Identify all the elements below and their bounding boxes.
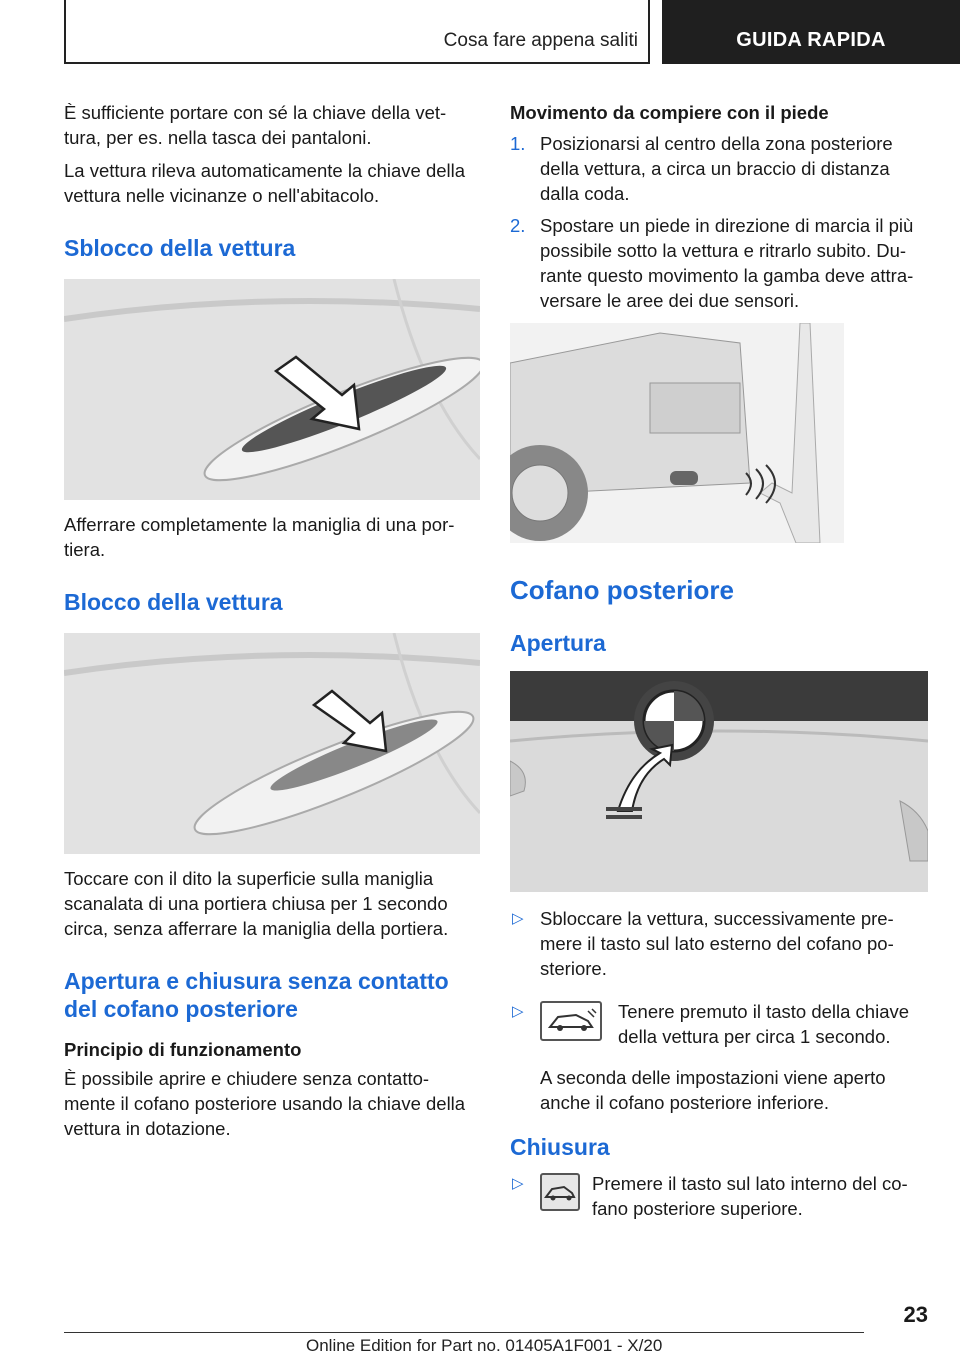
left-column — [64, 100, 480, 1149]
unlock-instruction: Afferrare completamente la maniglia di una por- tiera. — [64, 514, 455, 560]
bullet-text: Sbloccare la vettura, successivamente pre- mere il tasto sul lato esterno del cofano po- steriore. — [540, 908, 894, 979]
opening-note: A seconda delle impostazioni viene aperto anche il cofano posteriore inferiore. — [540, 1067, 886, 1113]
header-chapter-tab[interactable] — [662, 0, 960, 64]
bullet-marker-icon: ▷ — [512, 1175, 524, 1192]
tailgate-button-image — [510, 671, 928, 892]
key-tailgate-button-icon — [540, 1001, 602, 1041]
step-text: Spostare un piede in direzione di marcia il più possibile sotto la vettura e ritrarlo subito. Du- rante questo movimento la gamba deve attra- versare le aree dei due sensori. — [540, 215, 914, 311]
opening-heading: Apertura — [510, 630, 606, 656]
step-2 — [510, 213, 928, 313]
intro-paragraph-1: È sufficiente portare con sé la chiave della vet- tura, per es. nella tasca dei pantaloni. — [64, 102, 447, 148]
door-handle-lock-image — [64, 633, 480, 854]
tailgate-close-button-icon — [540, 1173, 580, 1211]
opening-bullet-2 — [510, 999, 928, 1051]
lock-instruction: Toccare con il dito la superficie sulla maniglia scanalata di una portiera chiusa per 1 secondo circa, senza afferrare la maniglia della portiera. — [64, 868, 449, 939]
step-number: 2. — [510, 215, 526, 236]
lock-heading: Blocco della vettura — [64, 589, 283, 615]
contactless-heading: Apertura e chiusura senza contatto del cofano posteriore — [64, 968, 449, 1022]
header-chapter-title: GUIDA RAPIDA — [736, 29, 886, 51]
header-section-title: Cosa fare appena saliti — [443, 30, 638, 51]
principle-heading: Principio di funzionamento — [64, 1039, 302, 1060]
step-1 — [510, 131, 928, 206]
movement-steps — [510, 131, 928, 313]
intro-paragraph-2: La vettura rileva automaticamente la chiave della vettura nelle vicinanze o nell'abitacolo. — [64, 160, 466, 206]
principle-text: È possibile aprire e chiudere senza contatto- mente il cofano posteriore usando la chiave della vettura in dotazione. — [64, 1068, 466, 1139]
foot-gesture-image — [510, 323, 844, 543]
footer-edition: Online Edition for Part no. 01405A1F001 - X/20 — [306, 1336, 663, 1355]
opening-bullet-1 — [510, 906, 928, 981]
step-text: Posizionarsi al centro della zona posteriore della vettura, a circa un braccio di distanza dalla coda. — [540, 133, 893, 204]
header-section-box — [64, 0, 650, 64]
step-number: 1. — [510, 133, 526, 154]
page-number: 23 — [903, 1302, 928, 1327]
footer-divider — [64, 1332, 864, 1333]
closing-bullet — [510, 1171, 928, 1223]
bullet-marker-icon: ▷ — [512, 910, 524, 927]
right-column — [510, 100, 928, 1223]
movement-heading: Movimento da compiere con il piede — [510, 102, 829, 123]
unlock-heading: Sblocco della vettura — [64, 235, 296, 261]
tailgate-heading: Cofano posteriore — [510, 575, 734, 605]
bullet-marker-icon: ▷ — [512, 1003, 524, 1020]
door-handle-unlock-image — [64, 279, 480, 500]
bullet-text: Premere il tasto sul lato interno del co- fano posteriore superiore. — [592, 1173, 908, 1219]
bullet-text: Tenere premuto il tasto della chiave della vettura per circa 1 secondo. — [618, 1001, 910, 1047]
closing-heading: Chiusura — [510, 1134, 610, 1160]
